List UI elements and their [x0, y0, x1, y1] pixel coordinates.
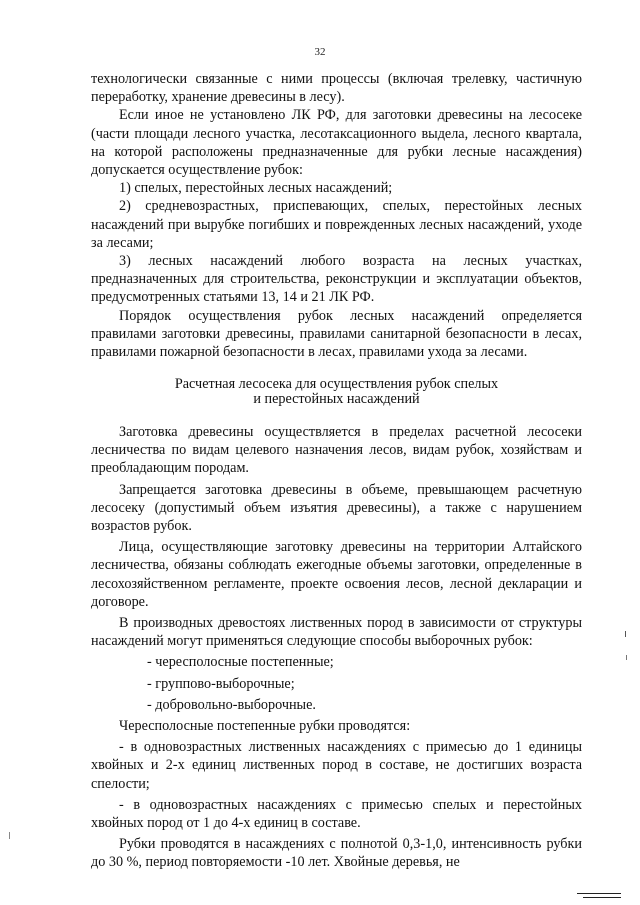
scan-mark: [626, 655, 627, 660]
strip-condition-2: - в одновозрастных насаждениях с примесью спелых и перестойных хвойных пород от 1 до 4-х единиц в составе.: [91, 796, 582, 832]
paragraph-allowed-cuttings: Если иное не установлено ЛК РФ, для заготовки древесины на лесосеке (части площади лесного участка, лесотаксационного выдела, лесного квартала, на которой расположены предназначенные для рубки лесные насаждения) допускается осуществление рубок:: [91, 107, 582, 179]
method-item-1: - чересполосные постепенные;: [147, 654, 334, 671]
paragraph-strip-cuttings: Чересполосные постепенные рубки проводятся:: [119, 718, 411, 735]
list-item-1: 1) спелых, перестойных лесных насаждений;: [119, 180, 393, 197]
paragraph-prohibition: Запрещается заготовка древесины в объеме, превышающем расчетную лесосеку (допустимый объем изъятия древесины), а также с нарушением возрастов рубок.: [91, 481, 582, 535]
method-item-3: - добровольно-выборочные.: [147, 696, 316, 713]
paragraph-harvesting-limits: Заготовка древесины осуществляется в пределах расчетной лесосеки лесничества по видам целевого назначения лесов, видам рубок, хозяйствам и преобладающим породам.: [91, 424, 582, 477]
list-item-3: 3) лесных насаждений любого возраста на лесных участках, предназначенных для строительства, реконструкции и эксплуатации объектов, предусмотренных статьями 13, 14 и 21 ЛК РФ.: [91, 253, 582, 306]
section-heading: [91, 377, 582, 407]
scan-mark: [625, 631, 626, 637]
paragraph-obligations: Лица, осуществляющие заготовку древесины на территории Алтайского лесничества, обязаны соблюдать ежегодные объемы заготовки, определенные в лесохозяйственном регламенте, проекте освоения лесов, лесной декларации и договоре.: [91, 539, 582, 610]
section-heading-line2: и перестойных насаждений: [253, 391, 420, 407]
page-number: 32: [314, 46, 326, 58]
footer-rule: [577, 893, 621, 894]
paragraph-continuation: технологически связанные с ними процессы (включая трелевку, частичную переработку, хранение древесины в лесу).: [91, 71, 582, 106]
strip-condition-1: - в одновозрастных лиственных насаждениях с примесью до 1 единицы хвойных и 2-х единиц лиственных пород в составе, не достигших возраста спелости;: [91, 739, 582, 792]
footer-rule: [583, 897, 621, 898]
scan-mark: [9, 832, 10, 839]
paragraph-selective-methods: В производных древостоях лиственных пород в зависимости от структуры насаждений могут применяться следующие способы выборочных рубок:: [91, 615, 582, 650]
text-block-raschetnaya-lesoseka: [91, 423, 582, 872]
paragraph-cutting-parameters: Рубки проводятся в насаждениях с полнотой 0,3-1,0, интенсивность рубки до 30 %, период повторяемости -10 лет. Хвойные деревья, не: [91, 836, 582, 871]
text-block-rubki: [91, 70, 582, 361]
list-item-2: 2) средневозрастных, приспевающих, спелых, перестойных лесных насаждений при вырубке погибших и поврежденных лесных насаждений, уходе за лесами;: [91, 198, 582, 251]
section-heading-line1: Расчетная лесосека для осуществления рубок спелых: [174, 376, 499, 392]
paragraph-order: Порядок осуществления рубок лесных насаждений определяется правилами заготовки древесины, правилами санитарной безопасности в лесах, правилами пожарной безопасности в лесах, правилами ухода за лесами.: [91, 307, 582, 361]
method-item-2: - группово-выборочные;: [147, 675, 295, 692]
